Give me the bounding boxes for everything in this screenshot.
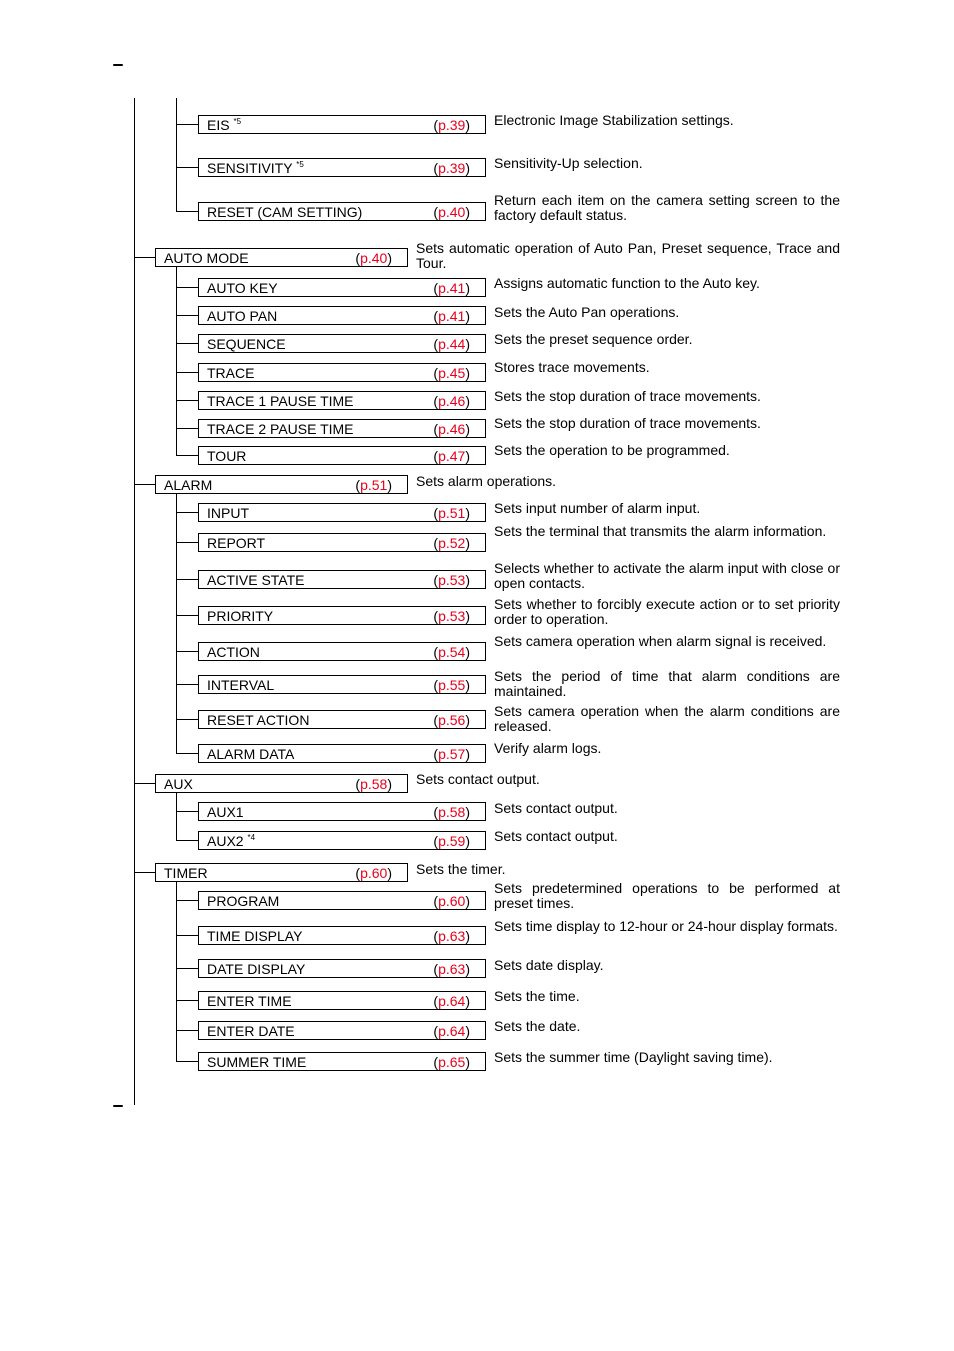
page-reference-number: p.56 xyxy=(438,712,466,728)
menu-item-label xyxy=(207,116,241,134)
connector-line xyxy=(134,257,155,258)
menu-item-description: Sets the date. xyxy=(494,1018,581,1034)
menu-timer-box xyxy=(155,863,408,882)
menu-item-label xyxy=(207,832,255,850)
menu-item-label xyxy=(207,1053,306,1071)
connector-line xyxy=(176,811,198,812)
menu-item-box xyxy=(198,446,486,465)
page-reference-number: p.40 xyxy=(360,250,388,266)
menu-item-description: Sets the preset sequence order. xyxy=(494,331,693,347)
menu-item-text: TRACE 1 PAUSE TIME xyxy=(207,393,354,409)
connector-line xyxy=(176,840,198,841)
page-reference-number: p.52 xyxy=(438,535,466,551)
from-previous-page-label xyxy=(113,64,123,66)
footnote-marker: *5 xyxy=(233,117,242,126)
page-reference: (p.44) xyxy=(433,336,470,352)
page-reference-number: p.46 xyxy=(438,421,466,437)
menu-item-text: ENTER DATE xyxy=(207,1023,295,1039)
page-reference-number: p.55 xyxy=(438,677,466,693)
page-reference: (p.63) xyxy=(433,928,470,944)
menu-item-text: ALARM xyxy=(164,477,213,493)
connector-line xyxy=(176,579,198,580)
menu-item-text: AUX2 xyxy=(207,833,244,849)
menu-item-box xyxy=(198,891,486,910)
menu-item-label xyxy=(207,927,302,945)
connector-line xyxy=(176,372,198,373)
menu-item-label xyxy=(207,447,246,465)
connector-line xyxy=(176,1030,198,1031)
page-reference: (p.56) xyxy=(433,712,470,728)
connector-line xyxy=(176,615,198,616)
page-reference: (p.65) xyxy=(433,1054,470,1070)
page-reference-number: p.51 xyxy=(438,505,466,521)
menu-item-text: TIMER xyxy=(164,865,208,881)
connector-line xyxy=(176,651,198,652)
menu-item-box xyxy=(198,570,486,589)
menu-item-description: Sets the operation to be programmed. xyxy=(494,442,730,458)
page-reference: (p.40) xyxy=(433,204,470,220)
menu-item-label xyxy=(207,992,292,1010)
connector-line xyxy=(176,315,198,316)
page-reference-number: p.44 xyxy=(438,336,466,352)
to-next-page-label xyxy=(113,1105,123,1107)
connector-line xyxy=(176,512,198,513)
page-reference: (p.47) xyxy=(433,448,470,464)
menu-aux-box xyxy=(155,774,408,793)
page-reference: (p.45) xyxy=(433,365,470,381)
menu-item-label xyxy=(207,803,244,821)
connector-line xyxy=(176,935,198,936)
page-reference-number: p.65 xyxy=(438,1054,466,1070)
menu-item-label xyxy=(207,159,304,177)
menu-item-box xyxy=(198,802,486,821)
menu-item-description: Selects whether to activate the alarm input with close or open contacts. xyxy=(494,560,840,591)
menu-item-box xyxy=(198,363,486,382)
menu-item-box xyxy=(198,675,486,694)
page-reference-number: p.58 xyxy=(360,776,388,792)
page-reference: (p.39) xyxy=(433,117,470,133)
menu-item-description: Sensitivity-Up selection. xyxy=(494,155,643,171)
menu-item-box xyxy=(198,419,486,438)
menu-item-text: INPUT xyxy=(207,505,249,521)
page-reference: (p.53) xyxy=(433,572,470,588)
menu-item-description: Sets contact output. xyxy=(494,800,618,816)
menu-item-text: TOUR xyxy=(207,448,247,464)
menu-item-description: Sets contact output. xyxy=(494,828,618,844)
page-reference-number: p.60 xyxy=(438,893,466,909)
page-reference: (p.59) xyxy=(433,833,470,849)
connector-line xyxy=(176,343,198,344)
menu-item-box xyxy=(198,991,486,1010)
footnote-marker: *5 xyxy=(296,160,304,169)
menu-item-text: AUTO KEY xyxy=(207,280,278,296)
menu-item-box xyxy=(198,1021,486,1040)
page-reference-number: p.46 xyxy=(438,393,466,409)
page-reference: (p.58) xyxy=(433,804,470,820)
page-reference: (p.58) xyxy=(355,776,392,792)
menu-item-text: ACTIVE STATE xyxy=(207,572,305,588)
menu-item-label xyxy=(207,960,305,978)
page-reference-number: p.63 xyxy=(438,961,466,977)
page-reference: (p.54) xyxy=(433,644,470,660)
menu-auto-description: Sets automatic operation of Auto Pan, Preset sequence, Trace and Tour. xyxy=(416,240,840,271)
menu-item-description: Sets camera operation when the alarm conditions are released. xyxy=(494,703,840,734)
menu-item-text: AUX xyxy=(164,776,193,792)
menu-item-text: AUTO MODE xyxy=(164,250,249,266)
footnote-marker: *4 xyxy=(247,833,256,842)
menu-item-box xyxy=(198,959,486,978)
page-reference: (p.39) xyxy=(433,160,470,176)
menu-item-label xyxy=(207,745,294,763)
menu-item-box xyxy=(198,278,486,297)
menu-item-box xyxy=(198,926,486,945)
page-reference: (p.63) xyxy=(433,961,470,977)
menu-item-description: Sets time display to 12-hour or 24-hour display formats. xyxy=(494,918,838,934)
page-reference-number: p.41 xyxy=(438,308,466,324)
menu-item-text: SUMMER TIME xyxy=(207,1054,307,1070)
menu-item-box xyxy=(198,391,486,410)
menu-item-label xyxy=(207,335,286,353)
menu-item-label xyxy=(164,249,249,267)
menu-item-box xyxy=(198,710,486,729)
menu-item-label xyxy=(207,711,309,729)
page-reference: (p.41) xyxy=(433,308,470,324)
menu-item-label xyxy=(207,307,277,325)
page-reference: (p.64) xyxy=(433,1023,470,1039)
menu-item-box xyxy=(198,1052,486,1071)
menu-item-label xyxy=(164,864,208,882)
page-reference-number: p.45 xyxy=(438,365,466,381)
menu-item-text: REPORT xyxy=(207,535,266,551)
menu-item-label xyxy=(207,504,249,522)
menu-item-box xyxy=(198,831,486,850)
page-reference-number: p.54 xyxy=(438,644,466,660)
menu-item-label xyxy=(207,392,354,410)
connector-line xyxy=(176,124,198,125)
menu-item-text: AUX1 xyxy=(207,804,244,820)
connector-line xyxy=(176,753,198,754)
page-reference: (p.52) xyxy=(433,535,470,551)
menu-item-box xyxy=(198,115,486,134)
page-reference: (p.60) xyxy=(433,893,470,909)
menu-item-description: Return each item on the camera setting screen to the factory default status. xyxy=(494,192,840,223)
connector-line xyxy=(176,211,198,212)
menu-item-box xyxy=(198,202,486,221)
page-reference-number: p.51 xyxy=(360,477,388,493)
connector-line xyxy=(176,400,198,401)
main-trunk-line xyxy=(134,98,135,1105)
page-reference-number: p.57 xyxy=(438,746,466,762)
menu-item-label xyxy=(207,364,254,382)
menu-alarm-box xyxy=(155,475,408,494)
page-reference: (p.40) xyxy=(355,250,392,266)
page-reference: (p.64) xyxy=(433,993,470,1009)
menu-item-description: Assigns automatic function to the Auto key. xyxy=(494,275,760,291)
menu-item-description: Sets whether to forcibly execute action or to set priority order to operation. xyxy=(494,596,840,627)
menu-item-label xyxy=(207,643,260,661)
page-reference-number: p.53 xyxy=(438,608,466,624)
menu-item-description: Sets the period of time that alarm conditions are maintained. xyxy=(494,668,840,699)
menu-item-text: SEQUENCE xyxy=(207,336,286,352)
menu-item-text: RESET ACTION xyxy=(207,712,310,728)
menu-item-box xyxy=(198,306,486,325)
page-reference-number: p.53 xyxy=(438,572,466,588)
connector-line xyxy=(176,167,198,168)
menu-item-box xyxy=(198,642,486,661)
menu-item-text: ACTION xyxy=(207,644,260,660)
connector-line xyxy=(176,684,198,685)
connector-line xyxy=(176,542,198,543)
page-reference: (p.41) xyxy=(433,280,470,296)
connector-line xyxy=(176,968,198,969)
connector-line xyxy=(176,455,198,456)
page-reference: (p.53) xyxy=(433,608,470,624)
menu-item-text: TIME DISPLAY xyxy=(207,928,303,944)
menu-item-text: INTERVAL xyxy=(207,677,275,693)
connector-line xyxy=(176,1000,198,1001)
menu-item-description: Stores trace movements. xyxy=(494,359,650,375)
menu-item-description: Sets the terminal that transmits the alarm information. xyxy=(494,523,827,539)
menu-item-text: RESET (CAM SETTING) xyxy=(207,204,363,220)
page-reference-number: p.64 xyxy=(438,1023,466,1039)
connector-line xyxy=(176,428,198,429)
menu-aux-description: Sets contact output. xyxy=(416,771,540,787)
menu-item-label xyxy=(207,420,354,438)
menu-item-text: ALARM DATA xyxy=(207,746,295,762)
branch-line xyxy=(176,267,177,455)
menu-item-label xyxy=(164,476,212,494)
page-reference: (p.60) xyxy=(355,865,392,881)
menu-item-label xyxy=(207,1022,295,1040)
menu-item-box xyxy=(198,334,486,353)
menu-auto-box xyxy=(155,248,408,267)
page-reference: (p.55) xyxy=(433,677,470,693)
menu-item-label xyxy=(207,676,274,694)
menu-item-text: AUTO PAN xyxy=(207,308,278,324)
connector-line xyxy=(176,719,198,720)
branch-line xyxy=(176,494,177,753)
menu-item-description: Sets the time. xyxy=(494,988,580,1004)
menu-item-box xyxy=(198,158,486,177)
connector-line xyxy=(176,287,198,288)
menu-item-box xyxy=(198,606,486,625)
menu-item-text: DATE DISPLAY xyxy=(207,961,306,977)
page-reference-number: p.47 xyxy=(438,448,466,464)
menu-item-description: Sets the stop duration of trace movements. xyxy=(494,388,761,404)
menu-item-description: Verify alarm logs. xyxy=(494,740,602,756)
page-reference-number: p.39 xyxy=(438,117,466,133)
menu-item-label xyxy=(207,571,305,589)
page-reference: (p.51) xyxy=(433,505,470,521)
connector-line xyxy=(176,1061,198,1062)
menu-item-description: Sets the stop duration of trace movements. xyxy=(494,415,761,431)
menu-item-text: PROGRAM xyxy=(207,893,280,909)
page-reference-number: p.39 xyxy=(438,160,466,176)
menu-item-label xyxy=(207,279,278,297)
menu-timer-description: Sets the timer. xyxy=(416,861,506,877)
menu-item-text: TRACE 2 PAUSE TIME xyxy=(207,421,354,437)
page-reference-number: p.40 xyxy=(438,204,466,220)
menu-item-box xyxy=(198,744,486,763)
menu-item-description: Sets date display. xyxy=(494,957,604,973)
page-reference-number: p.41 xyxy=(438,280,466,296)
menu-item-text: TRACE xyxy=(207,365,255,381)
page-reference: (p.46) xyxy=(433,393,470,409)
menu-item-box xyxy=(198,533,486,552)
menu-item-text: PRIORITY xyxy=(207,608,274,624)
page-reference: (p.57) xyxy=(433,746,470,762)
connector-line xyxy=(176,900,198,901)
menu-item-label xyxy=(207,607,273,625)
page-reference-number: p.64 xyxy=(438,993,466,1009)
page-reference: (p.51) xyxy=(355,477,392,493)
page-reference-number: p.63 xyxy=(438,928,466,944)
menu-item-text: ENTER TIME xyxy=(207,993,292,1009)
menu-item-box xyxy=(198,503,486,522)
page-reference: (p.46) xyxy=(433,421,470,437)
connector-line xyxy=(134,783,155,784)
menu-item-label xyxy=(207,892,279,910)
branch-line xyxy=(176,793,177,840)
menu-item-description: Sets the summer time (Daylight saving time). xyxy=(494,1049,773,1065)
menu-item-text: SENSITIVITY xyxy=(207,160,293,176)
menu-alarm-description: Sets alarm operations. xyxy=(416,473,557,489)
menu-item-label xyxy=(207,534,265,552)
page-reference-number: p.60 xyxy=(360,865,388,881)
menu-item-description: Electronic Image Stabilization settings. xyxy=(494,112,734,128)
branch-line xyxy=(176,98,177,211)
menu-item-label xyxy=(164,775,193,793)
menu-item-description: Sets the Auto Pan operations. xyxy=(494,304,680,320)
page-reference-number: p.59 xyxy=(438,833,466,849)
menu-item-text: EIS xyxy=(207,117,230,133)
menu-item-description: Sets predetermined operations to be performed at preset times. xyxy=(494,880,840,911)
page-reference-number: p.58 xyxy=(438,804,466,820)
connector-line xyxy=(134,484,155,485)
menu-item-description: Sets camera operation when alarm signal is received. xyxy=(494,633,827,649)
connector-line xyxy=(134,872,155,873)
branch-line xyxy=(176,882,177,1061)
menu-item-description: Sets input number of alarm input. xyxy=(494,500,701,516)
menu-item-label xyxy=(207,203,362,221)
